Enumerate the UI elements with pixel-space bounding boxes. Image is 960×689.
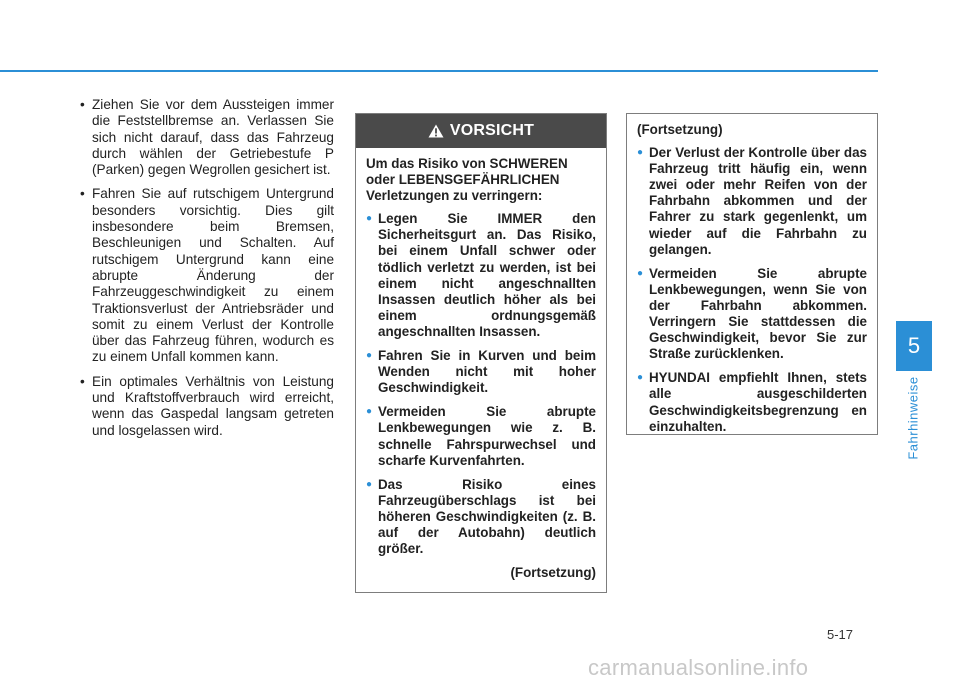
continuation-box <box>626 113 878 435</box>
warning-continued: (Fortsetzung) <box>510 565 596 581</box>
warning-intro: Um das Risiko von SCHWEREN oder LEBENSGEFÄHRLICHEN Verletzungen zu verringern: <box>366 156 568 204</box>
warning-header-label: VORSICHT <box>449 122 535 139</box>
warning-bullet-1: ● Legen Sie IMMER den Sicherheitsgurt an. Das Risiko, bei einem Unfall schwer oder tödlich verletzt zu werden, ist bei einem nicht angeschnallten Insassen deutlich höher als bei einem ordnungsgemäß angeschnallten Insassen. <box>366 211 596 340</box>
left-bullet-1: • Ziehen Sie vor dem Aussteigen immer die Feststellbremse an. Verlassen Sie sich nicht darauf, dass das Fahrzeug durch wählen der Getriebestufe P (Parken) gegen Wegrollen gesichert ist. <box>80 97 334 178</box>
top-rule <box>0 70 878 72</box>
left-bullet-2: • Fahren Sie auf rutschigem Untergrund besonders vorsichtig. Dies gilt insbesondere beim Bremsen, Beschleunigen und Schalten. Auf rutschigem Untergrund kann eine abrupte Änderung der Fahrzeuggeschwindigkeit zu einem Traktionsverlust der Antriebsräder und somit zu einem Verlust der Kontrolle über das Fahrzeug führen, wodurch es zu einem Unfall kommen kann. <box>80 186 334 365</box>
warning-box <box>355 113 607 593</box>
warning-header <box>356 114 606 148</box>
left-text-column <box>80 97 334 447</box>
continuation-bullet-2: ● Vermeiden Sie abrupte Lenkbewegungen, wenn Sie von der Fahrbahn abkommen. Verringern Sie stattdessen die Geschwindigkeit, bevor Sie zur Straße zurücklenken. <box>637 266 867 363</box>
chapter-label <box>893 378 933 458</box>
chapter-tab: 5 <box>896 321 932 371</box>
warning-bullet-2: ● Fahren Sie in Kurven und beim Wenden nicht mit hoher Geschwindigkeit. <box>366 348 596 396</box>
warning-bullet-4: ● Das Risiko eines Fahrzeugüberschlags ist bei höheren Geschwindigkeiten (z. B. auf der Autobahn) deutlich größer. <box>366 477 596 557</box>
continuation-heading: (Fortsetzung) <box>637 122 723 137</box>
page-number: 5-17 <box>827 627 854 642</box>
left-bullet-3: • Ein optimales Verhältnis von Leistung und Kraftstoffverbrauch wird erreicht, wenn das Gaspedal langsam getreten und losgelassen wird. <box>80 374 334 439</box>
continuation-bullet-3: ● HYUNDAI empfiehlt Ihnen, stets alle ausgeschilderten Geschwindigkeitsbegrenzung en einzuhalten. <box>637 370 867 434</box>
continuation-bullet-1: ● Der Verlust der Kontrolle über das Fahrzeug tritt häufig ein, wenn zwei oder mehr Reifen von der Fahrbahn abkommen und der Fahrer zu stark gegenlenkt, um wieder auf die Fahrbahn zu gelangen. <box>637 145 867 258</box>
warning-bullet-3: ● Vermeiden Sie abrupte Lenkbewegungen wie z. B. schnelle Fahrspurwechsel und scharfe Kurvenfahrten. <box>366 404 596 468</box>
chapter-label-text: Fahrhinweise <box>905 376 921 460</box>
warning-triangle-icon <box>428 124 444 138</box>
watermark: carmanualsonline.info <box>588 655 809 680</box>
